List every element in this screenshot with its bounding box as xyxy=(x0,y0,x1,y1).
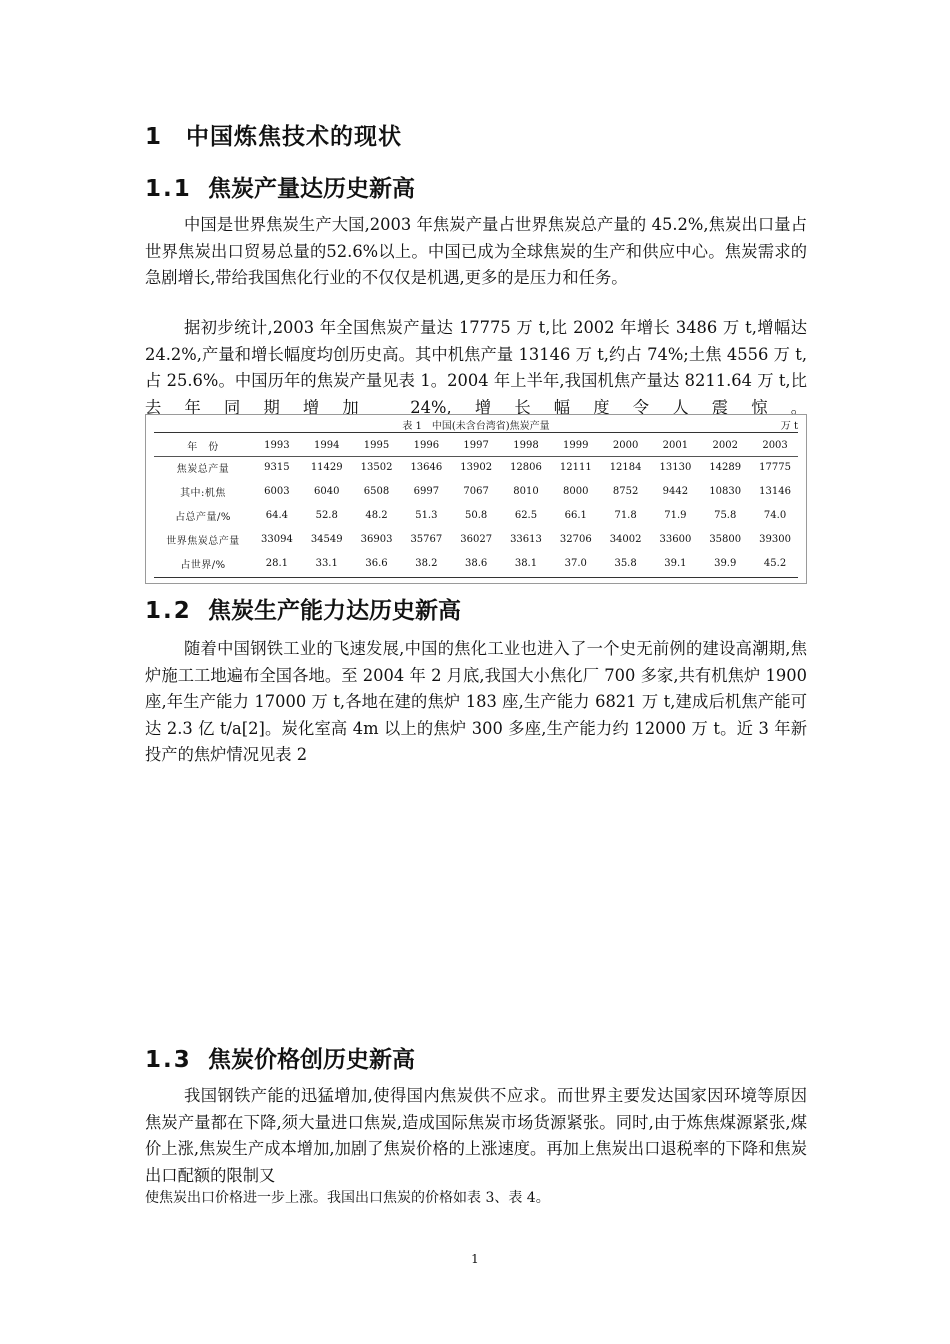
table-cell: 6003 xyxy=(264,486,290,498)
page-number: 1 xyxy=(471,1252,479,1266)
table-unit: 万 t xyxy=(780,421,798,432)
table-cell: 71.9 xyxy=(664,510,687,522)
row-label: 占总产量/% xyxy=(175,512,231,524)
table-cell: 13902 xyxy=(460,462,493,474)
section-1-3-paragraph-2: 使焦炭出口价格进一步上涨。我国出口焦炭的价格如表 3、表 4。 xyxy=(145,1190,550,1206)
table-header-year: 1996 xyxy=(413,440,440,451)
table-row xyxy=(154,504,800,528)
section-number: 1.1 xyxy=(145,176,192,202)
row-label: 焦炭总产量 xyxy=(176,464,230,476)
section-title: 焦炭价格创历史新高 xyxy=(208,1047,415,1073)
table-header-year: 1993 xyxy=(264,440,290,451)
table-cell: 32706 xyxy=(559,534,592,546)
table-header-year: 1995 xyxy=(363,440,390,451)
table-row xyxy=(154,528,800,552)
table-cell: 38.2 xyxy=(415,558,438,569)
row-label: 世界焦炭总产量 xyxy=(166,536,240,548)
table-cell: 39.9 xyxy=(714,558,737,569)
table-cell: 36903 xyxy=(360,534,393,546)
table-header-year: 1998 xyxy=(513,440,539,451)
table-cell: 37.0 xyxy=(564,558,587,569)
table-header-year: 1994 xyxy=(313,440,340,451)
table-header-row xyxy=(154,435,800,456)
table-header-label: 年 份 xyxy=(187,442,219,453)
table-header-year: 2001 xyxy=(662,440,689,451)
table-cell: 66.1 xyxy=(564,510,587,522)
table-cell: 12111 xyxy=(559,462,592,474)
table-cell: 8752 xyxy=(612,486,639,498)
table-cell: 50.8 xyxy=(465,510,488,522)
table-cell: 33600 xyxy=(659,534,692,546)
table-cell: 34002 xyxy=(609,534,642,546)
row-label: 占世界/% xyxy=(180,560,226,571)
section-1-1-paragraph-1: 中国是世界焦炭生产大国,2003 年焦炭产量占世界焦炭总产量的 45.2%,焦炭出口量占世界焦炭出口贸易总量的52.6%以上。中国已成为全球焦炭的生产和供应中心。焦炭需求的急剧增长,带给我国焦化行业的不仅仅是机遇,更多的是压力和任务。 xyxy=(145,215,807,287)
section-1-2-heading xyxy=(145,592,461,625)
table-cell: 38.6 xyxy=(465,558,488,569)
table-bottom-rule xyxy=(154,577,798,578)
table-header-year: 2002 xyxy=(712,440,738,451)
section-number: 1.2 xyxy=(145,598,192,624)
table-cell: 9315 xyxy=(264,462,290,474)
table-cell: 28.1 xyxy=(265,558,289,569)
table-cell: 75.8 xyxy=(714,510,737,522)
table-cell: 38.1 xyxy=(514,558,538,569)
section-1-1-heading xyxy=(145,170,415,203)
table-cell: 17775 xyxy=(759,462,791,474)
table-cell: 8000 xyxy=(563,486,589,498)
row-label: 其中:机焦 xyxy=(180,488,226,500)
table-cell: 6508 xyxy=(363,486,390,498)
table-cell: 33613 xyxy=(510,534,542,546)
table-top-rule xyxy=(154,432,798,433)
table-cell: 13130 xyxy=(659,462,692,474)
table-header-year: 2003 xyxy=(762,440,788,451)
table-cell: 13502 xyxy=(360,462,393,474)
table-caption: 表 1 中国(未含台湾省)焦炭产量 xyxy=(402,421,550,432)
table-header-year: 1997 xyxy=(463,440,489,451)
table-cell: 12184 xyxy=(609,462,642,474)
table-header-year: 1999 xyxy=(563,440,589,451)
table-row xyxy=(154,552,800,576)
section-title: 焦炭生产能力达历史新高 xyxy=(208,598,461,624)
section-1-1-paragraph-2: 据初步统计,2003 年全国焦炭产量达 17775 万 t,比 2002 年增长 3486 万 t,增幅达 24.2%,产量和增长幅度均创历史高。其中机焦产量 13146 万 t,约占 74%;土焦 4556 万 t,占 25.6%。中国历年的焦炭产量见表 1。2004 年上半年,我国机焦产量达 8211.64 万 t,比去年同期增加 24%,增长幅度令人震惊。 xyxy=(145,318,807,417)
table-cell: 13146 xyxy=(759,486,791,498)
table-cell: 39300 xyxy=(759,534,791,546)
section-number: 1.3 xyxy=(145,1047,192,1073)
table-cell: 8010 xyxy=(513,486,539,498)
table-cell: 33.1 xyxy=(315,558,338,569)
table-row xyxy=(154,480,800,504)
table-cell: 35.8 xyxy=(614,558,637,569)
table-cell: 71.8 xyxy=(614,510,637,522)
table-cell: 45.2 xyxy=(763,558,787,569)
section-1-3-paragraph-1: 我国钢铁产能的迅猛增加,使得国内焦炭供不应求。而世界主要发达国家因环境等原因焦炭产量都在下降,须大量进口焦炭,造成国际焦炭市场货源紧张。同时,由于炼焦煤源紧张,煤价上涨,焦炭生产成本增加,加剧了焦炭价格的上涨速度。再加上焦炭出口退税率的下降和焦炭出口配额的限制又 xyxy=(145,1086,807,1185)
table-cell: 12806 xyxy=(510,462,542,474)
table-cell: 36.6 xyxy=(365,558,388,569)
table-cell: 39.1 xyxy=(664,558,687,569)
table-cell: 9442 xyxy=(662,486,689,498)
chapter-heading: 1 中国炼焦技术的现状 xyxy=(145,124,403,150)
section-1-3-heading xyxy=(145,1041,415,1074)
table-cell: 14289 xyxy=(709,462,742,474)
table-cell: 64.4 xyxy=(265,510,289,522)
table-cell: 11429 xyxy=(310,462,343,474)
table-cell: 6997 xyxy=(413,486,440,498)
table-grid xyxy=(154,435,800,575)
table-cell: 35767 xyxy=(410,534,443,546)
table-cell: 6040 xyxy=(313,486,340,498)
table-cell: 74.0 xyxy=(763,510,787,522)
table-cell: 36027 xyxy=(460,534,493,546)
table-cell: 13646 xyxy=(410,462,443,474)
table-header-year: 2000 xyxy=(612,440,639,451)
table-cell: 33094 xyxy=(261,534,293,546)
section-1-2-paragraph-1: 随着中国钢铁工业的飞速发展,中国的焦化工业也进入了一个史无前例的建设高潮期,焦炉施工工地遍布全国各地。至 2004 年 2 月底,我国大小焦化厂 700 多家,共有机焦炉 1900 座,年生产能力 17000 万 t,各地在建的焦炉 183 座,生产能力 6821 万 t,建成后机焦产能可达 2.3 亿 t/a[2]。炭化室高 4m 以上的焦炉 300 多座,生产能力约 12000 万 t。近 3 年新投产的焦炉情况见表 2 xyxy=(145,639,807,764)
table-cell: 7067 xyxy=(463,486,489,498)
table-row xyxy=(154,456,800,480)
table-cell: 52.8 xyxy=(315,510,338,522)
table-cell: 62.5 xyxy=(514,510,538,522)
table-cell: 34549 xyxy=(310,534,343,546)
table-cell: 10830 xyxy=(709,486,742,498)
table-cell: 35800 xyxy=(709,534,742,546)
coke-production-table xyxy=(145,414,807,584)
table-cell: 48.2 xyxy=(365,510,388,522)
section-title: 焦炭产量达历史新高 xyxy=(208,176,415,202)
table-cell: 51.3 xyxy=(415,510,438,522)
